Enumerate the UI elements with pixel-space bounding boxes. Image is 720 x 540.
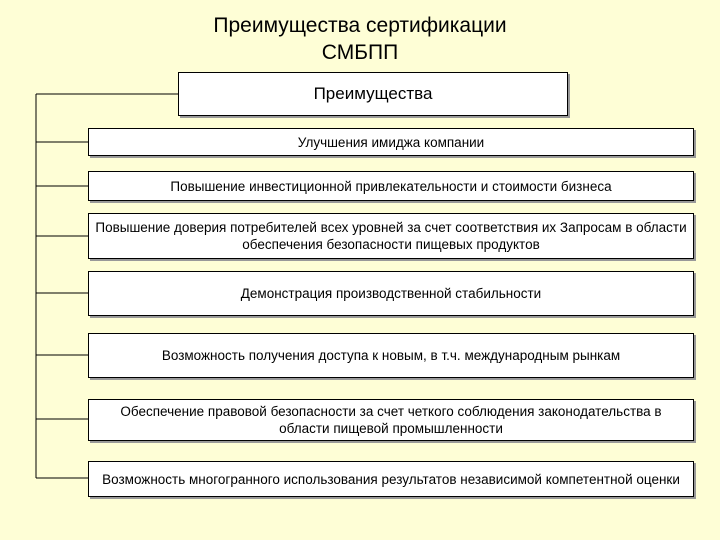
title-line-2: СМБПП	[321, 41, 399, 64]
benefit-item-5: Возможность получения доступа к новым, в т.ч. международным рынкам	[88, 333, 694, 378]
title-line-1: Преимущества сертификации	[213, 14, 507, 37]
benefit-item-7: Возможность многогранного использования результатов независимой компетентной оценки	[88, 461, 694, 497]
benefit-item-2: Повышение инвестиционной привлекательности и стоимости бизнеса	[88, 171, 694, 201]
benefit-item-6: Обеспечение правовой безопасности за счет четкого соблюдения законодательства в области пищевой промышленности	[88, 399, 694, 441]
benefit-item-1: Улучшения имиджа компании	[88, 128, 694, 156]
benefit-item-3: Повышение доверия потребителей всех уровней за счет соответствия их Запросам в области обеспечения безопасности пищевых продуктов	[88, 213, 694, 259]
benefit-item-4: Демонстрация производственной стабильности	[88, 271, 694, 316]
root-node: Преимущества	[178, 72, 568, 116]
